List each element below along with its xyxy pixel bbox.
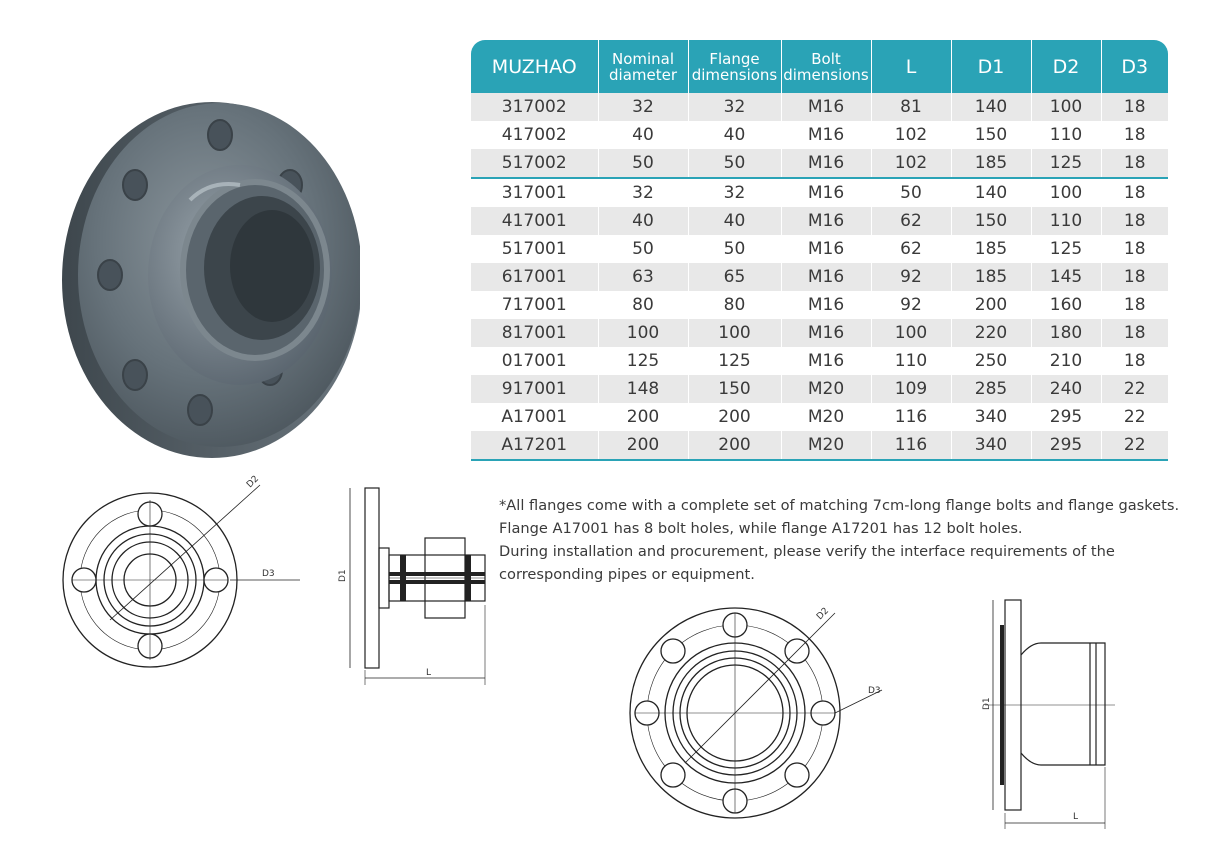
table-cell: 250 [951,347,1031,375]
table-cell: 295 [1031,403,1101,431]
table-cell: 32 [688,178,781,207]
table-row [471,93,1168,121]
table-cell: 200 [688,403,781,431]
table-cell: M20 [781,403,871,431]
table-cell: 116 [871,431,951,460]
table-cell: 22 [1101,375,1168,403]
table-cell: 110 [1031,121,1101,149]
table-cell: M16 [781,347,871,375]
table-cell: 100 [871,319,951,347]
table-cell: 18 [1123,295,1146,315]
side-view-drawing-small [330,480,500,690]
table-cell: 100 [598,319,688,347]
table-cell: 18 [1123,351,1146,371]
table-row [471,263,1168,291]
table-row [471,178,1168,207]
table-cell: 125 [598,347,688,375]
table-cell: 200 [598,403,688,431]
table-cell: 22 [1101,431,1168,460]
table-cell: 417001 [471,207,598,235]
side-view-drawing-large [975,595,1125,830]
table-cell: 210 [1031,347,1101,375]
table-cell: M16 [781,235,871,263]
table-cell: M16 [781,149,871,178]
spec-table [471,40,1168,461]
table-cell: 50 [598,149,688,178]
table-row [471,431,1168,460]
table-cell: 220 [951,319,1031,347]
table-row [471,207,1168,235]
note-line: corresponding pipes or equipment. [499,566,755,583]
table-cell: 110 [871,347,951,375]
table-cell: M16 [781,319,871,347]
table-cell: 125 [1031,149,1101,178]
table-cell: M20 [781,375,871,403]
table-cell: 100 [1031,178,1101,207]
table-cell: 63 [598,263,688,291]
table-cell: A17001 [471,403,598,431]
drawing1-label-d2: D2 [245,474,262,491]
table-cell: 185 [951,263,1031,291]
table-cell: 50 [688,149,781,178]
table-cell: 18 [1123,239,1146,259]
table-cell: 295 [1031,431,1101,460]
note-line: *All flanges come with a complete set of matching 7cm-long flange bolts and flange gaskets. [499,497,1180,514]
table-cell: 32 [688,93,781,121]
table-cell: 817001 [471,319,598,347]
table-cell: 317001 [471,178,598,207]
table-cell: 110 [1031,207,1101,235]
header-d2: D2 [1031,40,1101,93]
table-cell: 317002 [471,93,598,121]
drawing4-label-l: L [1073,812,1079,822]
table-cell: 417002 [471,121,598,149]
table-cell: 617001 [471,263,598,291]
header-flange-dimensions: Flange dimensions [688,40,781,93]
header-d3: D3 [1101,40,1168,93]
table-cell: 340 [951,403,1031,431]
header-d1: D1 [951,40,1031,93]
table-row [471,375,1168,403]
table-cell: 18 [1101,319,1168,347]
table-cell: 340 [951,431,1031,460]
table-cell: 140 [951,93,1031,121]
table-cell: 200 [951,291,1031,319]
table-cell: 32 [598,178,688,207]
table-cell: 18 [1123,183,1146,203]
header-l: L [871,40,951,93]
table-cell: 200 [688,431,781,460]
table-cell: M16 [781,291,871,319]
table-cell: 40 [598,207,688,235]
front-view-drawing-small [50,470,310,690]
table-cell: 160 [1031,291,1101,319]
table-row [471,319,1168,347]
table-cell: 80 [598,291,688,319]
table-cell: 517001 [471,235,598,263]
table-cell: 40 [598,121,688,149]
front-view-drawing-large [620,595,900,845]
table-cell: 148 [598,375,688,403]
table-cell: 917001 [471,375,598,403]
table-cell: 150 [951,121,1031,149]
table-cell: 116 [871,403,951,431]
table-cell: 285 [951,375,1031,403]
table-cell: 180 [1031,319,1101,347]
drawing3-label-d2: D2 [815,606,832,623]
table-cell: 32 [598,93,688,121]
drawing1-label-d3: D3 [262,569,275,579]
table-cell: 125 [688,347,781,375]
table-cell: 140 [951,178,1031,207]
table-cell: 50 [688,235,781,263]
table-cell: 100 [688,319,781,347]
header-model: MUZHAO [471,40,598,93]
table-cell: 18 [1101,149,1168,178]
drawing4-label-d1: D1 [982,697,992,710]
table-cell: 017001 [471,347,598,375]
table-cell: 80 [688,291,781,319]
table-cell: 18 [1101,263,1168,291]
table-cell: M16 [781,263,871,291]
table-cell: 102 [871,149,951,178]
table-cell: 517002 [471,149,598,178]
header-nominal-diameter: Nominal diameter [598,40,688,93]
table-cell: 40 [688,207,781,235]
table-cell: 81 [871,93,951,121]
table-cell: 18 [1101,207,1168,235]
table-cell: 92 [871,263,951,291]
table-cell: 150 [951,207,1031,235]
table-row [471,291,1168,319]
note-line: During installation and procurement, please verify the interface requirements of the [499,543,1115,560]
table-cell: 109 [871,375,951,403]
table-cell: 18 [1101,93,1168,121]
table-cell: 62 [871,235,951,263]
table-cell: M16 [781,93,871,121]
table-cell: M16 [781,207,871,235]
table-cell: 40 [688,121,781,149]
table-row [471,347,1168,375]
table-row [471,121,1168,149]
table-cell: M16 [781,121,871,149]
table-cell: 200 [598,431,688,460]
table-row [471,149,1168,178]
drawing2-label-d1: D1 [338,569,348,582]
table-cell: M16 [781,178,871,207]
table-header-row [471,40,1168,93]
table-row [471,235,1168,263]
table-cell: 22 [1123,407,1146,427]
table-cell: 717001 [471,291,598,319]
table-cell: 65 [688,263,781,291]
note-line: Flange A17001 has 8 bolt holes, while flange A17201 has 12 bolt holes. [499,520,1023,537]
table-cell: 50 [871,178,951,207]
table-cell: 150 [688,375,781,403]
table-cell: M20 [781,431,871,460]
table-cell: 92 [871,291,951,319]
table-cell: 185 [951,235,1031,263]
table-cell: 125 [1031,235,1101,263]
flange-product-photo [40,90,360,460]
table-body [471,93,1168,460]
table-cell: A17201 [471,431,598,460]
table-cell: 100 [1031,93,1101,121]
table-row [471,403,1168,431]
table-cell: 62 [871,207,951,235]
drawing2-label-l: L [426,668,432,678]
table-cell: 18 [1123,125,1146,145]
table-cell: 185 [951,149,1031,178]
header-bolt-dimensions: Bolt dimensions [781,40,871,93]
table-cell: 145 [1031,263,1101,291]
table-cell: 102 [871,121,951,149]
table-cell: 50 [598,235,688,263]
drawing3-label-d3: D3 [868,686,881,696]
notes-block [499,494,1199,586]
table-cell: 240 [1031,375,1101,403]
